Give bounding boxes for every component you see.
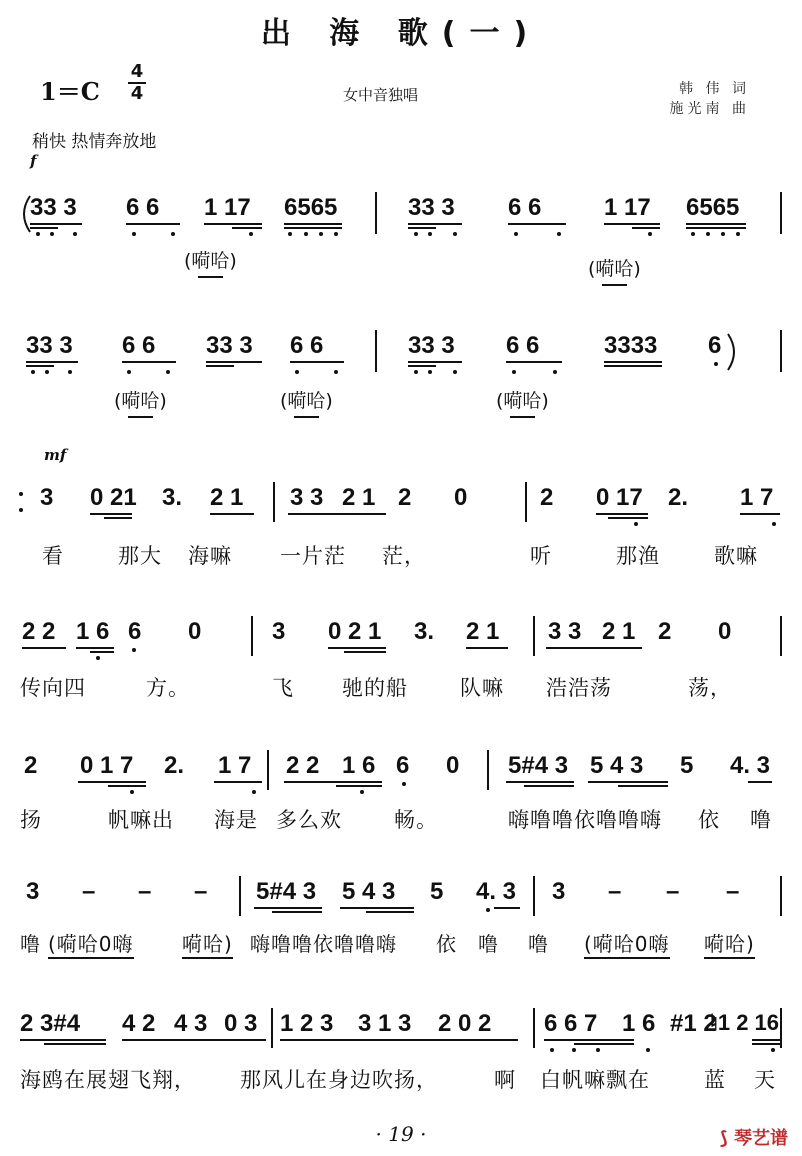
note-group: 4 3 [174, 1010, 208, 1037]
note-group: 0 17 [596, 484, 643, 511]
lyric: 嗨噜噜依噜噜嗨 [508, 808, 662, 832]
note-group: 6565 [686, 194, 740, 221]
interjection-text: (嗬哈) [114, 390, 167, 412]
note-group: 33 3 [26, 332, 73, 359]
note-group: – [194, 878, 208, 905]
song-title: 出 海 歌(一) [260, 16, 542, 51]
note-group: 3 [552, 878, 566, 905]
note-group: 2 1 [342, 484, 376, 511]
interjection-text: (嗬哈) [184, 250, 237, 272]
note-group: 2 [398, 484, 412, 511]
note-group: 6 [396, 752, 410, 779]
note-group: 1 6 [76, 618, 110, 645]
lyric: 噜 [528, 932, 549, 956]
vocal-interjection [496, 386, 549, 413]
lyric: 噜 [478, 932, 499, 956]
lyric: (嗬哈0嗨 [48, 928, 134, 959]
lyric: 扬 [20, 808, 42, 832]
lyric: 歌嘛 [714, 544, 758, 568]
vocal-interjection [114, 386, 167, 413]
lyric: 嗨噜噜依噜噜嗨 [250, 932, 397, 956]
note-group: 0 [188, 618, 202, 645]
note-group: 2 1 [602, 618, 636, 645]
lyric: 蓝 [704, 1068, 726, 1092]
note-group: 1 17 [604, 194, 651, 221]
note-group: 0 2 1 [328, 618, 382, 645]
lyric: 海鸥在展翅飞翔， [20, 1068, 196, 1092]
lyric: 那风儿在身边吹扬， [240, 1068, 438, 1092]
lyric: 海是 [214, 808, 258, 832]
note-group: 6 6 [506, 332, 540, 359]
note-group: 2 [24, 752, 38, 779]
note-group: 3 [272, 618, 286, 645]
note-group: 33 3 [30, 194, 77, 221]
lyric: 那渔 [616, 544, 660, 568]
note-group: 3 [40, 484, 54, 511]
note-group: 2 [658, 618, 672, 645]
note-group: 0 3 [224, 1010, 258, 1037]
note-group: 3 1 3 [358, 1010, 412, 1037]
note-group: – [666, 878, 680, 905]
note-group: 2 3#4 [20, 1010, 81, 1037]
note-group: – [726, 878, 740, 905]
lyric: 驰的船 [342, 676, 408, 700]
lyric: 方。 [146, 676, 190, 700]
note-group: 5 4 3 [342, 878, 396, 905]
lyric: 嗬哈) [182, 928, 233, 959]
lyric: 畅。 [394, 808, 438, 832]
lyric: 海嘛 [188, 544, 232, 568]
note-group: 2 1 [466, 618, 500, 645]
lyricist-credit: 韩 伟 词 [679, 81, 750, 97]
page-number: · 19 · [375, 1122, 427, 1146]
vocal-interjection [184, 246, 237, 273]
tempo-marking: 稍快 热情奔放地 [32, 132, 157, 152]
note-group: 4. 3 [730, 752, 771, 779]
note-group: 0 [718, 618, 732, 645]
note-group: 5#4 3 [256, 878, 317, 905]
note-group: 1 2 3 [280, 1010, 334, 1037]
lyric: 噜 [20, 932, 41, 956]
note-group: 1 17 [204, 194, 251, 221]
note-group: 33 3 [408, 194, 455, 221]
lyric: 飞 [272, 676, 294, 700]
note-group: 0 [454, 484, 468, 511]
lyric: 啊 [494, 1068, 516, 1092]
note-group: 3 [26, 878, 40, 905]
note-group: 6 6 [508, 194, 542, 221]
note-group: #1 2 [670, 1010, 717, 1037]
interjection-text: (嗬哈) [280, 390, 333, 412]
note-group: 1 6 [622, 1010, 656, 1037]
note-group: 2 [540, 484, 554, 511]
note-group: 0 1 7 [80, 752, 134, 779]
note-group: 5 [680, 752, 694, 779]
vocal-interjection [588, 254, 641, 281]
note-group: – [82, 878, 96, 905]
note-group: 2. [164, 752, 185, 779]
note-group: 2. [668, 484, 689, 511]
logo-mark-icon: ⟆ [719, 1128, 734, 1149]
composer-credit: 施光南 曲 [669, 101, 750, 117]
note-group: 6 6 [290, 332, 324, 359]
note-group: 2 2 [286, 752, 320, 779]
dynamic-forte: f [30, 152, 37, 170]
note-group: 6 6 [126, 194, 160, 221]
watermark-logo [720, 1124, 789, 1150]
lyric: 噜 [750, 808, 772, 832]
interjection-text: (嗬哈) [496, 390, 549, 412]
note-group: 33 3 [206, 332, 253, 359]
note-group: 3. [414, 618, 435, 645]
dynamic-mezzo-forte: mf [44, 446, 67, 464]
lyric: 多么欢 [276, 808, 342, 832]
lyric: 茫， [382, 544, 426, 568]
time-signature [128, 62, 146, 104]
lyric: 嗬哈) [704, 928, 755, 959]
note-group: – [138, 878, 152, 905]
note-group: 0 [446, 752, 460, 779]
note-group: 2 2 [22, 618, 56, 645]
interjection-text: (嗬哈) [588, 258, 641, 280]
note-group: 3 3 [548, 618, 582, 645]
lyric: 看 [42, 544, 64, 568]
note-group: 5 [430, 878, 444, 905]
note-group: 5 4 3 [590, 752, 644, 779]
note-group: 4 2 [122, 1010, 156, 1037]
note-group: 5#4 3 [508, 752, 569, 779]
watermark-text: 琴艺谱 [734, 1128, 788, 1149]
note-group: 2 1 [210, 484, 244, 511]
lyric: 荡， [688, 676, 732, 700]
note-group: ♮1 2 16 [710, 1010, 780, 1035]
lyric: 依 [698, 808, 720, 832]
lyric: 依 [436, 932, 457, 956]
note-group: 2 0 2 [438, 1010, 492, 1037]
note-group: 6565 [284, 194, 338, 221]
note-group: 3 3 [290, 484, 324, 511]
meter-top: 4 [130, 61, 144, 82]
note-group: 0 21 [90, 484, 137, 511]
note-group: 33 3 [408, 332, 455, 359]
lyric: 白帆嘛飘在 [540, 1068, 650, 1092]
lyric: 那大 [118, 544, 162, 568]
note-group: 6 6 [122, 332, 156, 359]
note-group: 4. 3 [476, 878, 517, 905]
lyric: 听 [530, 544, 552, 568]
note-group: 3. [162, 484, 183, 511]
note-group: 6 [708, 332, 722, 359]
note-group: 1 6 [342, 752, 376, 779]
lyric: (嗬哈0嗨 [584, 928, 670, 959]
lyric: 传向四 [20, 676, 86, 700]
note-group: 1 7 [218, 752, 252, 779]
note-group: 6 6 7 [544, 1010, 598, 1037]
lyric: 帆嘛出 [108, 808, 174, 832]
note-group: 6 [128, 618, 142, 645]
meter-bottom: 4 [130, 83, 144, 104]
lyric: 队嘛 [460, 676, 504, 700]
key-signature: 1＝C [40, 77, 100, 106]
note-group: – [608, 878, 622, 905]
lyric: 天 [754, 1068, 776, 1092]
performance-type: 女中音独唱 [343, 86, 419, 104]
lyric: 一片茫 [280, 544, 346, 568]
note-group: 1 7 [740, 484, 774, 511]
lyric: 浩浩荡 [546, 676, 612, 700]
vocal-interjection [280, 386, 333, 413]
note-group: 3333 [604, 332, 658, 359]
